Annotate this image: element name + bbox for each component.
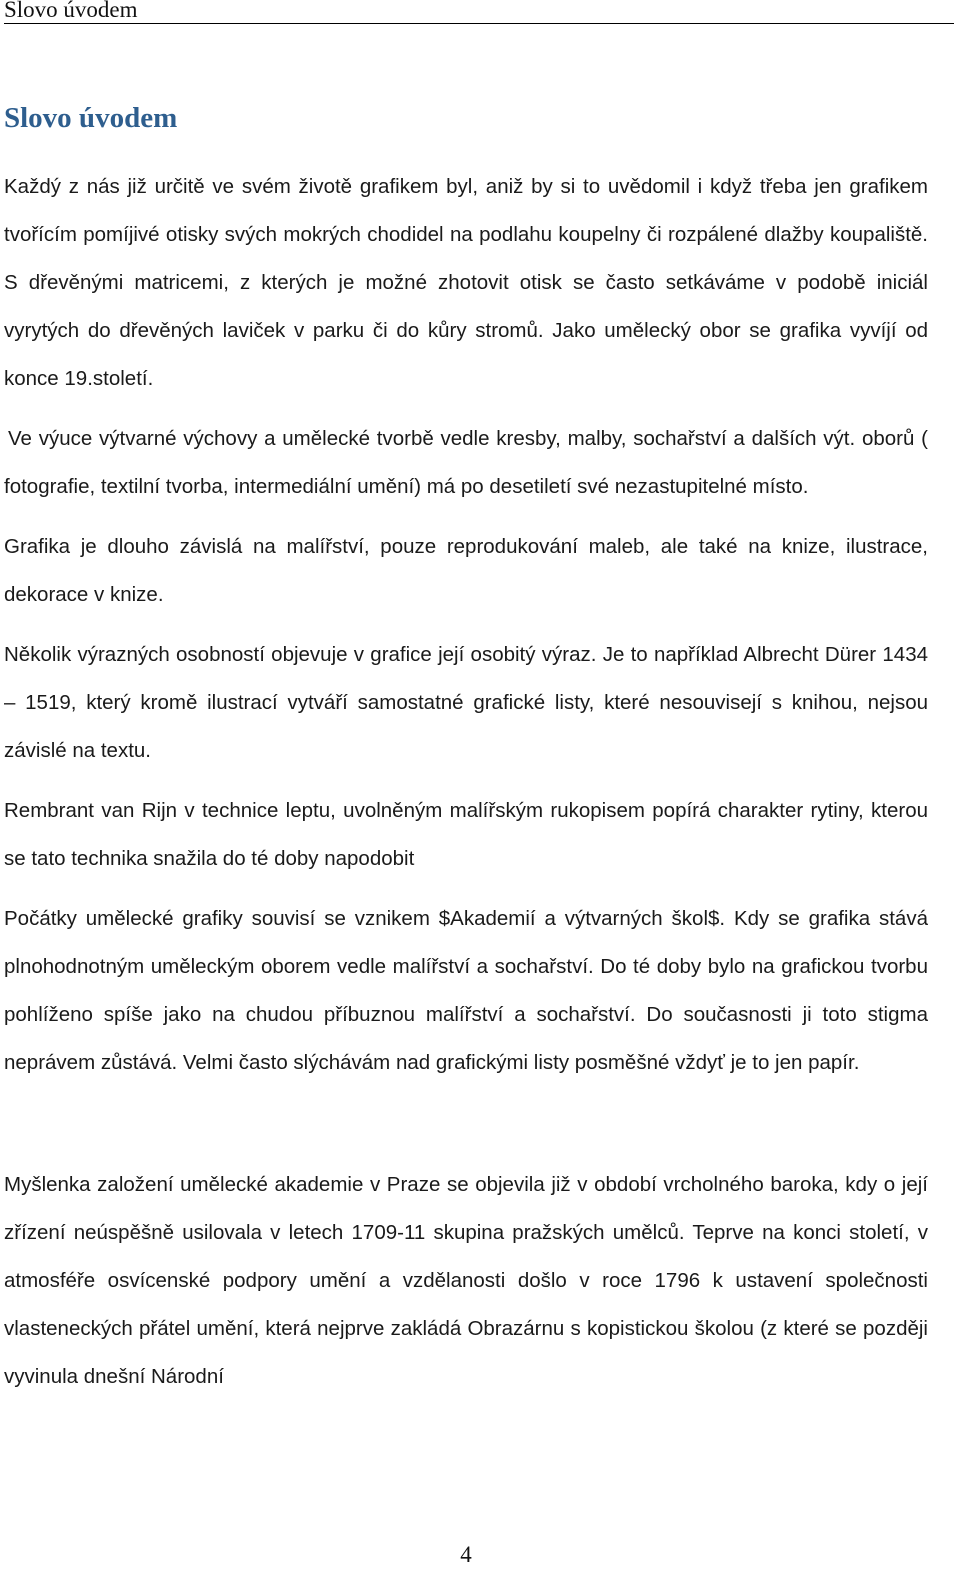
chapter-title: Slovo úvodem: [4, 102, 178, 134]
document-body: [4, 163, 928, 1401]
running-header-title: Slovo úvodem: [4, 0, 138, 22]
paragraph-intro: Každý z nás již určitě ve svém životě grafikem byl, aniž by si to uvědomil i když třeba jen grafikem tvořícím pomíjivé otisky svých mokrých chodidel na podlahu koupelny či rozpálené dlažby koupaliště. S dřevěnými matricemi, z kterých je možné zhotovit otisk se často setkáváme v podobě iniciál vyrytých do dřevěných laviček v parku či do kůry stromů. Jako umělecký obor se grafika vyvíjí od konce 19.století.: [4, 175, 928, 390]
running-header: [4, 0, 954, 24]
paragraph-prague-academy: Myšlenka založení umělecké akademie v Praze se objevila již v období vrcholného baroka, kdy o její zřízení neúspěšně usilovala v letech 1709-11 skupina pražských umělců. Teprve na konci století, v atmosféře osvícenské podpory umění a vzdělanosti došlo v roce 1796 k ustavení společnosti vlasteneckých přátel umění, která nejprve zakládá Obrazárnu s kopistickou školou (z které se později vyvinula dnešní Národní: [4, 1173, 928, 1388]
paragraph-academies: Počátky umělecké grafiky souvisí se vznikem $Akademií a výtvarných škol$. Kdy se grafika stává plnohodnotným uměleckým oborem vedle malířství a sochařství. Do té doby bylo na grafickou tvorbu pohlíženo spíše jako na chudou příbuznou malířství a sochařství. Do současnosti ji toto stigma neprávem zůstává. Velmi často slýchávám nad grafickými listy posměšné vždyť je to jen papír.: [4, 907, 928, 1074]
paragraph-education: Ve výuce výtvarné výchovy a umělecké tvorbě vedle kresby, malby, sochařství a dalších výt. oborů ( fotografie, textilní tvorba, intermediální umění) má po desetiletí své nezastupitelné místo.: [4, 427, 928, 498]
page-number: 4: [460, 1542, 472, 1567]
paragraph-dependency: Grafika je dlouho závislá na malířství, pouze reprodukování maleb, ale také na knize, ilustrace, dekorace v knize.: [4, 535, 928, 606]
paragraph-rembrandt: Rembrant van Rijn v technice leptu, uvolněným malířským rukopisem popírá charakter rytiny, kterou se tato technika snažila do té doby napodobit: [4, 799, 928, 870]
paragraph-durer: Několik výrazných osobností objevuje v grafice její osobitý výraz. Je to například Albrecht Dürer 1434 – 1519, který kromě ilustrací vytváří samostatné grafické listy, které nesouvisejí s knihou, nejsou závislé na textu.: [4, 643, 928, 762]
